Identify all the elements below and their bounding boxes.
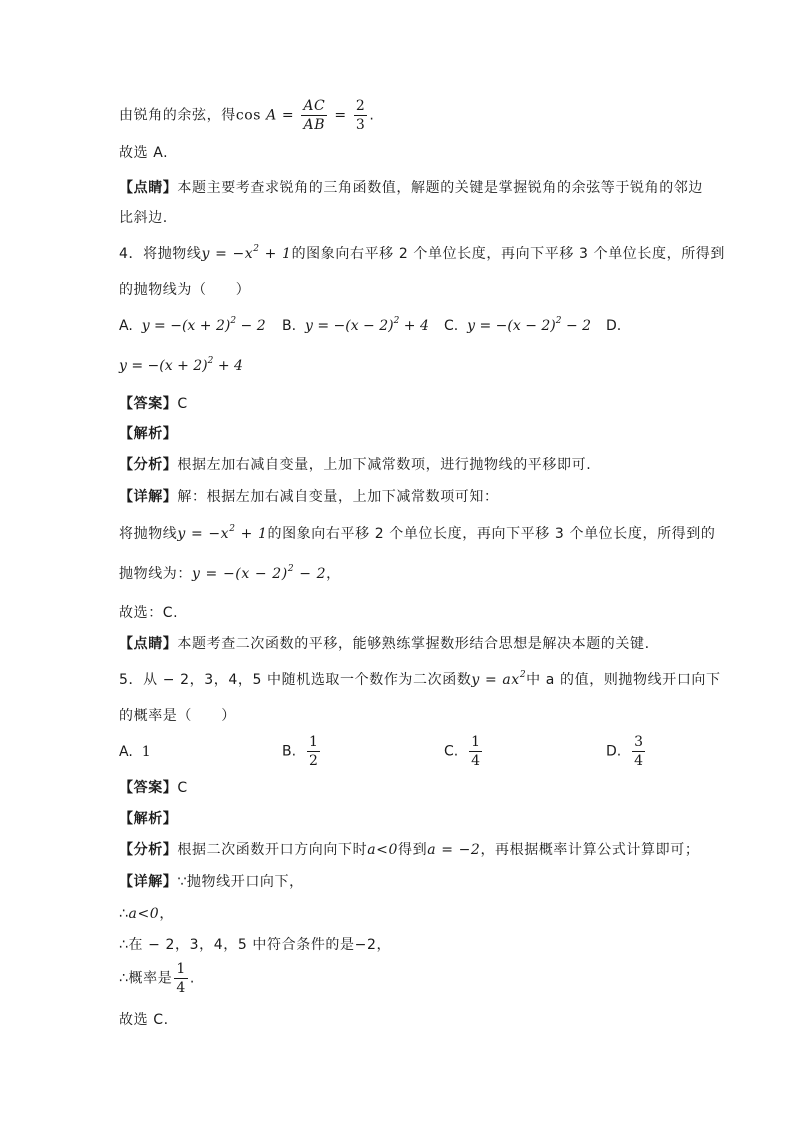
period: . (369, 107, 375, 124)
xiangjie-text: 解：根据左加右减自变量，上加下减常数项可知： (177, 489, 499, 505)
fenxi-formula: a<0 (367, 842, 399, 858)
dianjing-text: 本题考查二次函数的平移，能够熟练掌握数形结合思想是解决本题的关键. (177, 636, 650, 652)
q5-stem-a: 5．从 − 2，3，4，5 中随机选取一个数作为二次函数 (119, 672, 472, 688)
q4-dianjing-line (119, 634, 650, 654)
exponent-two: 2 (287, 564, 295, 574)
q5-fenxi-line (119, 840, 699, 860)
q5-step-1 (119, 904, 174, 924)
q5-answer-line (119, 778, 188, 798)
q4-fenxi-line (119, 455, 591, 475)
option-fraction (307, 733, 320, 770)
fenxi-text: 得到 (398, 842, 428, 858)
exponent-two: 2 (555, 316, 562, 326)
option-label: C. (444, 743, 459, 760)
q4-option-d-label: D. (606, 318, 622, 334)
period: . (189, 970, 195, 987)
option-formula: $y = -(x + 2)^2 - 2$ (141, 316, 266, 334)
fraction-numerator: AC (303, 98, 326, 114)
q4-step-2 (119, 564, 341, 584)
step-text: 抛物线为： (119, 566, 192, 582)
step-text: 的图象向右平移 2 个单位长度，再向下平移 3 个单位长度，所得到的 (267, 526, 716, 542)
q4-step-1 (119, 524, 715, 544)
fenxi-text: ，再根据概率计算公式计算即可； (480, 842, 700, 858)
option-formula: $y = -(x + 2)^2 + 4$ (119, 356, 243, 374)
probability-fraction (174, 960, 188, 997)
fraction-two-thirds (354, 97, 368, 134)
q5-option-c (444, 733, 484, 770)
dianjing-line-1 (119, 178, 703, 198)
q5-option-d (606, 733, 647, 770)
step-formula: a<0 (128, 906, 160, 922)
option-label: C. (444, 318, 459, 334)
q4-option-a (119, 316, 266, 336)
option-label: B. (282, 318, 297, 334)
angle-a: A (266, 107, 277, 124)
fenxi-tag: 【分析】 (119, 457, 178, 473)
choose-a-line: 故选 A. (119, 145, 169, 161)
q4-option-c (444, 316, 591, 336)
fraction-numerator: 1 (176, 961, 186, 977)
option-fraction (469, 733, 482, 770)
option-label: B. (282, 743, 297, 760)
fraction-denominator: 2 (308, 753, 318, 769)
q5-analysis-tag: 【解析】 (119, 811, 178, 827)
dianjing-text: 本题主要考查求锐角的三角函数值，解题的关键是掌握锐角的余弦等于锐角的邻边 (177, 180, 704, 196)
option-formula: $y = -(x - 2)^2 + 4$ (304, 316, 429, 334)
step-formula: $y = -(x - 2)^2 - 2$ (192, 564, 327, 582)
dianjing-line-2: 比斜边. (119, 210, 168, 226)
q4-answer-line (119, 394, 188, 414)
step-text: ∴ (119, 906, 129, 922)
cosine-line (119, 97, 374, 134)
xiangjie-tag: 【详解】 (119, 489, 178, 505)
q5-option-b (282, 733, 322, 770)
option-value: 1 (141, 744, 151, 760)
q5-step-3 (119, 960, 195, 997)
q4-stem-a: 4．将抛物线 (119, 246, 202, 262)
fraction-numerator: 1 (308, 734, 318, 750)
q4-stem-line-1 (119, 244, 725, 264)
fraction-denominator: 4 (471, 753, 481, 769)
option-label: A. (119, 744, 133, 760)
cos-symbol: cos (235, 107, 262, 124)
q5-formula: $y = ax^2$ (471, 670, 527, 688)
equals-sign: = (281, 107, 295, 124)
xiangjie-tag: 【详解】 (119, 874, 178, 890)
option-formula: $y = -(x - 2)^2 - 2$ (467, 316, 592, 334)
option-fraction (632, 733, 645, 770)
exponent-two: 2 (253, 244, 260, 254)
fraction-denominator: 3 (355, 117, 366, 133)
step-text: ， (326, 566, 341, 582)
q5-xiangjie-line (119, 872, 304, 892)
fraction-numerator: 2 (355, 98, 366, 114)
fraction-ac-ab (301, 97, 327, 134)
step-text: ∴概率是 (119, 970, 173, 987)
exponent-two: 2 (393, 316, 400, 326)
q4-xiangjie-line (119, 487, 499, 507)
fenxi-tag: 【分析】 (119, 842, 178, 858)
q5-stem-line-2: 的概率是（ ） (119, 708, 236, 724)
exponent-two: 2 (519, 670, 527, 680)
exponent-two: 2 (229, 524, 236, 534)
q4-analysis-tag: 【解析】 (119, 426, 178, 442)
q4-option-b (282, 316, 429, 336)
fraction-numerator: 1 (471, 734, 481, 750)
q4-option-d (119, 356, 243, 376)
q4-formula: $y = -x^2 + 1$ (201, 244, 292, 262)
fenxi-text: 根据左加右减自变量，上加下减常数项，进行抛物线的平移即可. (177, 457, 592, 473)
step-text: 将抛物线 (119, 526, 178, 542)
q5-step-2: ∴在 − 2，3，4，5 中符合条件的是−2， (119, 937, 392, 953)
answer-value: C (177, 396, 188, 412)
step-text: ， (159, 906, 174, 922)
fraction-denominator: AB (303, 117, 326, 133)
exponent-two: 2 (230, 316, 237, 326)
q5-choose-line: 故选 C. (119, 1012, 169, 1028)
answer-tag: 【答案】 (119, 780, 178, 796)
xiangjie-text: ∵抛物线开口向下， (177, 874, 304, 890)
q4-stem-b: 的图象向右平移 2 个单位长度，再向下平移 3 个单位长度，所得到 (291, 246, 725, 262)
q5-stem-b: 中 a 的值，则抛物线开口向下 (526, 672, 721, 688)
dianjing-tag: 【点睛】 (119, 636, 178, 652)
fraction-denominator: 4 (634, 753, 644, 769)
step-formula: $y = -x^2 + 1$ (177, 524, 268, 542)
fraction-numerator: 3 (634, 734, 644, 750)
fenxi-text: 根据二次函数开口方向向下时 (177, 842, 368, 858)
text-cosine-intro: 由锐角的余弦，得 (119, 107, 236, 124)
fenxi-formula: a = −2 (427, 842, 481, 858)
q4-choose-line: 故选：C. (119, 605, 179, 621)
q4-stem-line-2: 的抛物线为（ ） (119, 282, 251, 298)
answer-tag: 【答案】 (119, 396, 178, 412)
option-label: A. (119, 318, 133, 334)
fraction-denominator: 4 (176, 980, 186, 996)
q5-stem-line-1 (119, 670, 721, 690)
dianjing-tag: 【点睛】 (119, 180, 178, 196)
answer-value: C (177, 780, 188, 796)
equals-sign: = (334, 107, 347, 124)
option-label: D. (606, 743, 622, 760)
exponent-two: 2 (207, 356, 214, 366)
q5-option-a (119, 742, 151, 762)
